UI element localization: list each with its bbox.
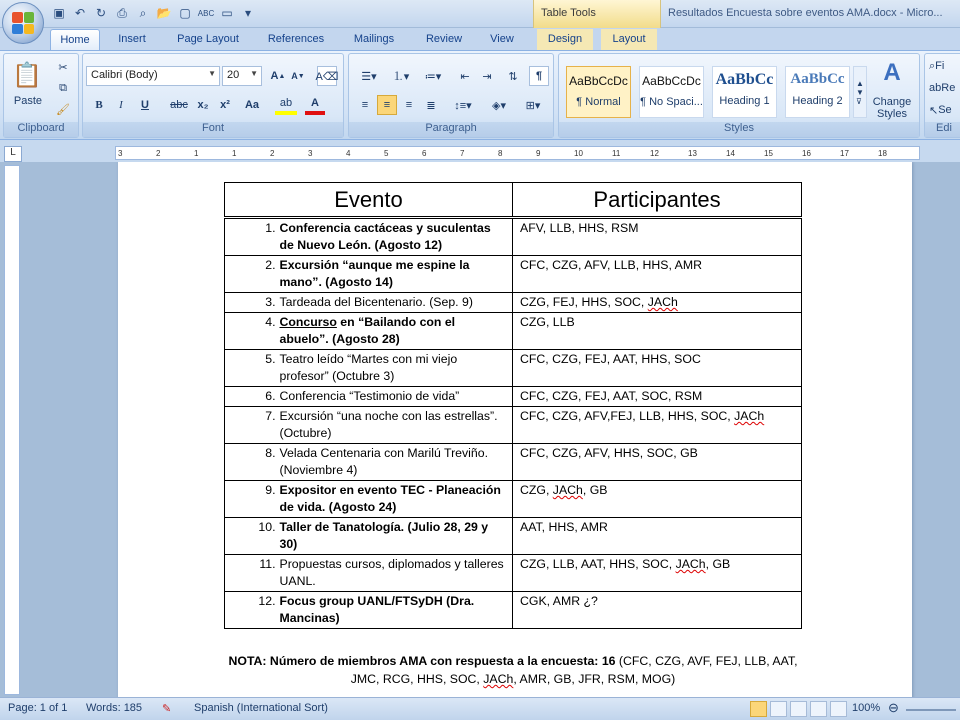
decrease-indent-icon[interactable]: ⇤ — [460, 70, 470, 83]
row-number: 1. — [225, 218, 280, 256]
row-number: 8. — [225, 444, 280, 481]
bullets-icon[interactable]: ☰▾ — [361, 70, 377, 83]
participants-cell: CFC, CZG, AFV,FEJ, LLB, HHS, SOC, JACh — [513, 407, 802, 444]
row-number: 11. — [225, 555, 280, 592]
show-marks-button[interactable]: ¶ — [529, 66, 549, 86]
ruler-number: 11 — [612, 149, 621, 158]
ruler-number: 13 — [688, 149, 697, 158]
strikethrough-button[interactable]: abc — [170, 99, 188, 111]
redo-icon[interactable]: ↻ — [95, 6, 107, 20]
align-right-icon[interactable]: ≡ — [405, 99, 413, 111]
table-row — [225, 444, 802, 481]
table-row — [225, 293, 802, 313]
header-evento: Evento — [225, 183, 513, 218]
numbering-icon[interactable]: ⒈▾ — [392, 71, 410, 83]
row-number: 7. — [225, 407, 280, 444]
spelling-error[interactable]: JACh — [483, 672, 514, 686]
zoom-level[interactable]: 100% — [852, 702, 881, 714]
font-name-select[interactable] — [86, 66, 220, 86]
multilevel-list-icon[interactable]: ≔▾ — [424, 70, 442, 83]
ruler-number: 15 — [764, 149, 773, 158]
borders-icon[interactable]: ⊞▾ — [525, 99, 541, 112]
styles-group-label: Styles — [559, 122, 919, 137]
tab-mailings[interactable]: Mailings — [353, 33, 395, 45]
shading-icon[interactable]: ◈▾ — [492, 99, 506, 112]
event-cell-rest: en “Bailando con el abuelo”. (Agosto 28) — [279, 315, 456, 346]
tab-home[interactable]: Home — [50, 29, 100, 50]
chevron-down-icon: ▼ — [250, 69, 258, 78]
event-cell: Excursión “aunque me espine la mano”. (Agosto 14) — [280, 256, 513, 293]
styles-group — [558, 53, 920, 138]
table-row — [225, 481, 802, 518]
event-cell: Velada Centenaria con Marilú Treviño. (Noviembre 4) — [280, 444, 513, 481]
change-styles-button[interactable]: Change Styles — [872, 96, 912, 120]
ruler-number: 12 — [650, 149, 659, 158]
print-icon[interactable]: ⎙ — [117, 5, 127, 20]
editing-group-label: Edi — [925, 122, 960, 137]
font-group-label: Font — [83, 122, 343, 137]
participants-cell: CZG, FEJ, HHS, SOC, JACh — [513, 293, 802, 313]
ribbon — [0, 50, 960, 140]
binoculars-icon: ⌕ — [929, 59, 936, 72]
spelling-error[interactable]: JACh — [675, 557, 706, 571]
ruler-number: 16 — [802, 149, 811, 158]
paragraph-group — [348, 53, 554, 138]
ruler-number: 3 — [308, 149, 313, 158]
event-cell: Tardeada del Bicentenario. (Sep. 9) — [280, 293, 513, 313]
row-number: 4. — [225, 313, 280, 350]
paste-button[interactable]: Paste — [13, 95, 43, 107]
row-number: 6. — [225, 387, 280, 407]
style-heading-2[interactable]: AaBbCc Heading 2 — [785, 66, 850, 118]
language-indicator[interactable]: Spanish (International Sort) — [194, 702, 328, 714]
participants-cell: CZG, LLB — [513, 313, 802, 350]
print-layout-view-icon[interactable] — [750, 701, 767, 717]
cursor-icon: ↖ — [929, 104, 939, 117]
replace-button[interactable]: ab Re — [929, 82, 956, 94]
ruler-number: 7 — [460, 149, 465, 158]
table-row — [225, 350, 802, 387]
font-group — [82, 53, 344, 138]
justify-icon[interactable]: ≣ — [426, 99, 436, 112]
participants-cell: CFC, CZG, AFV, LLB, HHS, AMR — [513, 256, 802, 293]
vertical-ruler[interactable] — [4, 165, 20, 695]
full-screen-reading-icon[interactable] — [770, 701, 787, 717]
participants-cell: CZG, JACh, GB — [513, 481, 802, 518]
highlight-icon[interactable]: ab — [275, 95, 297, 115]
undo-icon[interactable]: ↶ — [74, 6, 86, 20]
outline-view-icon[interactable] — [810, 701, 827, 717]
note-rest: (CFC, CZG, AVF, FEJ, LLB, AAT, JMC, RCG, HHS, SOC, JACh, AMR, GB, JFR, RSM, MOG) — [350, 654, 798, 686]
ruler-number: 4 — [346, 149, 351, 158]
event-cell: Propuestas cursos, diplomados y talleres UANL. — [280, 555, 513, 592]
superscript-button[interactable]: x² — [220, 99, 230, 111]
increase-indent-icon[interactable]: ⇥ — [482, 70, 492, 83]
underline-button[interactable]: U — [141, 99, 149, 111]
event-cell: Expositor en evento TEC - Planeación de vida. (Agosto 24) — [280, 481, 513, 518]
clipboard-group-label: Clipboard — [4, 122, 78, 137]
table-row — [225, 387, 802, 407]
font-color-icon[interactable]: A — [305, 95, 325, 115]
window-title: Resultados Encuesta sobre eventos AMA.docx - Micro... — [668, 7, 943, 19]
ruler-number: 8 — [498, 149, 503, 158]
style-normal[interactable]: AaBbCcDc ¶ Normal — [566, 66, 631, 118]
event-cell: Conferencia “Testimonio de vida” — [280, 387, 513, 407]
ruler-number: 2 — [156, 149, 161, 158]
save-icon[interactable]: ▣ — [53, 6, 65, 20]
align-center-icon[interactable]: ≡ — [377, 95, 397, 115]
note-bold: NOTA: Número de miembros AMA con respuesta a la encuesta: 16 — [228, 654, 616, 668]
zoom-out-icon[interactable]: ⊖ — [888, 700, 899, 715]
cut-icon[interactable]: ✂ — [58, 61, 68, 74]
italic-button[interactable]: I — [119, 99, 123, 111]
table-row — [225, 407, 802, 444]
tab-review[interactable]: Review — [425, 33, 463, 45]
open-icon[interactable]: 📂 — [156, 6, 172, 20]
tab-view[interactable]: View — [490, 33, 514, 45]
office-button[interactable] — [2, 2, 44, 44]
tab-insert[interactable]: Insert — [118, 33, 146, 45]
event-cell: Excursión “una noche con las estrellas”. (Octubre) — [280, 407, 513, 444]
two-pages-icon[interactable]: ▭ — [221, 6, 233, 20]
participants-cell: CFC, CZG, AFV, HHS, SOC, GB — [513, 444, 802, 481]
table-tools-label: Table Tools — [533, 0, 661, 28]
status-bar — [0, 697, 960, 720]
font-name-value: Calibri (Body) — [91, 69, 158, 81]
ruler-number: 18 — [878, 149, 887, 158]
clear-formatting-icon[interactable]: A⌫ — [317, 66, 337, 86]
find-button[interactable]: ⌕ Fi — [929, 59, 945, 72]
print-preview-icon[interactable]: ⌕ — [139, 5, 147, 20]
word-count[interactable]: Words: 185 — [86, 702, 143, 714]
event-cell-underlined: Concurso — [279, 315, 337, 329]
document-page[interactable] — [118, 162, 912, 697]
grow-font-icon[interactable]: A ▲ — [270, 70, 286, 82]
row-number: 2. — [225, 256, 280, 293]
participants-cell: CFC, CZG, FEJ, AAT, HHS, SOC — [513, 350, 802, 387]
event-cell: Teatro leído “Martes con mi viejo profesor” (Octubre 3) — [280, 350, 513, 387]
document-area — [24, 162, 960, 697]
ruler-number: 17 — [840, 149, 849, 158]
styles-scroll[interactable]: ▲ ▼ ⊽ — [853, 66, 867, 118]
row-number: 10. — [225, 518, 280, 555]
table-row — [225, 256, 802, 293]
ruler-number: 9 — [536, 149, 541, 158]
event-cell: Conferencia cactáceas y suculentas de Nuevo León. (Agosto 12) — [280, 218, 513, 256]
paste-icon[interactable]: 📋 — [12, 61, 42, 89]
row-number: 5. — [225, 350, 280, 387]
paragraph-group-label: Paragraph — [349, 122, 553, 137]
ruler-number: 2 — [270, 149, 275, 158]
font-size-select[interactable] — [222, 66, 262, 86]
spelling-icon[interactable]: ABC — [197, 8, 215, 18]
ribbon-tabs — [0, 28, 960, 50]
align-left-icon[interactable]: ≡ — [361, 99, 369, 111]
table-row — [225, 555, 802, 592]
office-logo-icon — [12, 12, 34, 34]
subscript-button[interactable]: x₂ — [197, 99, 209, 111]
spelling-error[interactable]: JACh — [734, 409, 765, 423]
new-icon[interactable]: ▢ — [179, 6, 191, 20]
participants-cell: CZG, LLB, AAT, HHS, SOC, JACh, GB — [513, 555, 802, 592]
shrink-font-icon[interactable]: A ▼ — [291, 71, 305, 81]
event-cell: Taller de Tanatología. (Julio 28, 29 y 30) — [280, 518, 513, 555]
event-cell — [280, 313, 513, 350]
proofing-icon[interactable]: ✎ — [162, 703, 172, 715]
table-row — [225, 313, 802, 350]
style-no-spacing[interactable]: AaBbCcDc ¶ No Spaci... — [639, 66, 704, 118]
copy-icon[interactable]: ⧉ — [59, 81, 67, 94]
ruler-number: 6 — [422, 149, 427, 158]
change-styles-icon: A — [883, 59, 901, 86]
tab-layout[interactable]: Layout — [601, 29, 657, 50]
participants-cell: CFC, CZG, FEJ, AAT, SOC, RSM — [513, 387, 802, 407]
table-row — [225, 518, 802, 555]
event-cell: Focus group UANL/FTSyDH (Dra. Mancinas) — [280, 592, 513, 629]
draft-view-icon[interactable] — [830, 701, 847, 717]
header-participantes: Participantes — [513, 183, 802, 218]
row-number: 12. — [225, 592, 280, 629]
table-row — [225, 218, 802, 256]
tab-references[interactable]: References — [267, 33, 325, 45]
spelling-error[interactable]: JACh — [647, 295, 678, 309]
ruler-number: 1 — [232, 149, 237, 158]
clipboard-group — [3, 53, 79, 138]
style-heading-1[interactable]: AaBbCc Heading 1 — [712, 66, 777, 118]
participants-cell: AFV, LLB, HHS, RSM — [513, 218, 802, 256]
ruler-number: 14 — [726, 149, 735, 158]
ruler-number: 10 — [574, 149, 583, 158]
editing-group — [924, 53, 960, 138]
zoom-slider[interactable] — [906, 709, 956, 711]
horizontal-ruler[interactable] — [115, 146, 920, 160]
format-painter-icon[interactable]: 🖌 — [56, 103, 70, 116]
ruler-number: 5 — [384, 149, 389, 158]
page-count[interactable]: Page: 1 of 1 — [8, 702, 68, 714]
tab-selector[interactable]: L — [4, 146, 22, 162]
tab-design[interactable]: Design — [537, 29, 593, 50]
line-spacing-icon[interactable]: ↕≡▾ — [454, 99, 472, 112]
ruler-number: 3 — [118, 149, 123, 158]
participants-cell: CGK, AMR ¿? — [513, 592, 802, 629]
sort-icon[interactable]: ⇅ — [508, 70, 518, 83]
ruler-number: 1 — [194, 149, 199, 158]
table-row — [225, 592, 802, 629]
participants-cell: AAT, HHS, AMR — [513, 518, 802, 555]
change-case-button[interactable]: Aa — [244, 99, 260, 111]
survey-note — [218, 652, 808, 688]
font-size-value: 20 — [227, 69, 240, 81]
customize-icon[interactable]: ▾ — [244, 6, 252, 20]
row-number: 3. — [225, 293, 280, 313]
row-number: 9. — [225, 481, 280, 518]
events-table — [224, 182, 802, 629]
replace-icon: ab — [929, 82, 942, 94]
bold-button[interactable]: B — [95, 99, 103, 111]
select-button[interactable]: ↖ Se — [929, 104, 952, 117]
web-layout-icon[interactable] — [790, 701, 807, 717]
chevron-down-icon: ▼ — [208, 69, 216, 78]
quick-access-toolbar — [50, 4, 257, 22]
tab-page-layout[interactable]: Page Layout — [177, 33, 239, 45]
spelling-error[interactable]: JACh — [552, 483, 583, 497]
